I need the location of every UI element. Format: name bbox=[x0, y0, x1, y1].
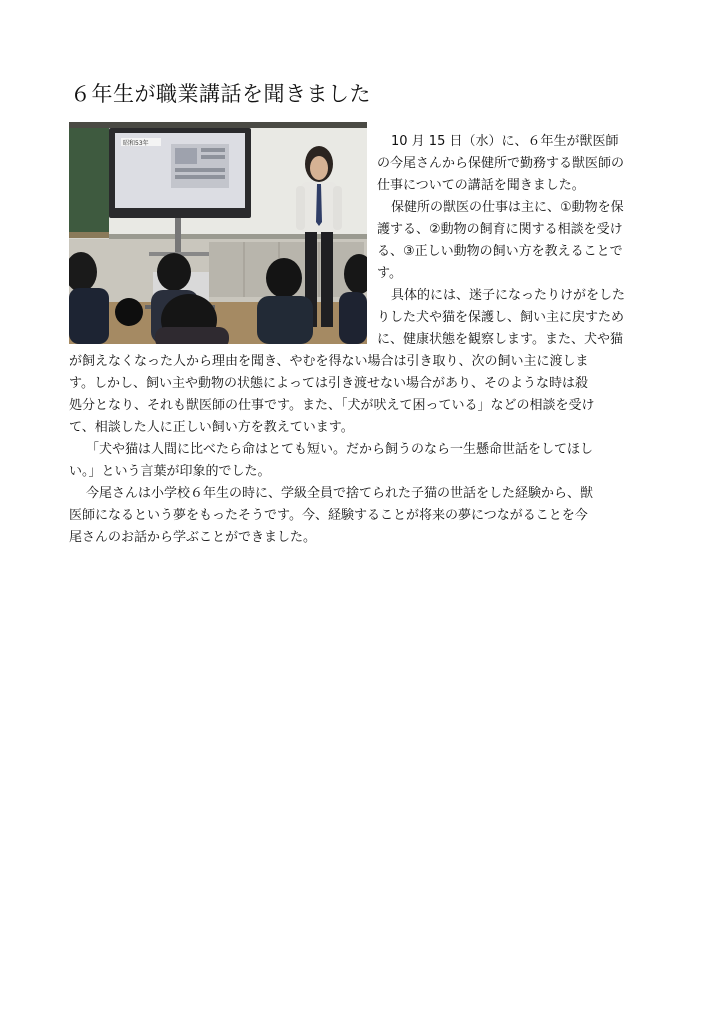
article-line: 医師になるという夢をもったそうです。今、経験することが将来の夢につながることを今 bbox=[69, 508, 588, 523]
article-line: て、相談した人に正しい飼い方を教えています。 bbox=[69, 420, 354, 435]
classroom-photo bbox=[69, 122, 367, 344]
article-line: 処分となり、それも獣医師の仕事です。また、「犬が吠えて困っている」などの相談を受け bbox=[69, 398, 595, 413]
article-line: 保健所の獣医の仕事は主に、①動物を保 bbox=[391, 200, 624, 215]
article-line: 尾さんのお話から学ぶことができました。 bbox=[69, 530, 317, 545]
monitor-text: 昭和53年 bbox=[123, 140, 149, 147]
article-line: す。 bbox=[377, 266, 402, 281]
article-line: 今尾さんは小学校６年生の時に、学級全員で捨てられた子猫の世話をした経験から、獣 bbox=[86, 486, 594, 501]
article-line: す。しかし、飼い主や動物の状態によっては引き渡せない場合があり、そのような時は殺 bbox=[69, 376, 588, 391]
article-line: 仕事についての講話を聞きました。 bbox=[377, 178, 585, 193]
page-title: ６年生が職業講話を聞きました bbox=[70, 82, 371, 106]
article-line: い。」という言葉が印象的でした。 bbox=[69, 464, 271, 479]
article-line: りした犬や猫を保護し、飼い主に戻すため bbox=[377, 310, 625, 325]
article-line: る、③正しい動物の飼い方を教えることで bbox=[377, 244, 623, 259]
article-line: が飼えなくなった人から理由を聞き、やむを得ない場合は引き取り、次の飼い主に渡しま bbox=[69, 354, 589, 369]
article-line: 護する、②動物の飼育に関する相談を受け bbox=[377, 222, 623, 237]
article-line: 「犬や猫は人間に比べたら命はとても短い。だから飼うのなら一生懸命世話をしてほし bbox=[86, 442, 594, 457]
article-line: に、健康状態を観察します。また、犬や猫 bbox=[377, 332, 623, 347]
article-line: 10 月 15 日（水）に、６年生が獣医師 bbox=[391, 134, 619, 149]
article-line: の今尾さんから保健所で勤務する獣医師の bbox=[377, 156, 625, 171]
article-line: 具体的には、迷子になったりけがをした bbox=[391, 288, 626, 303]
